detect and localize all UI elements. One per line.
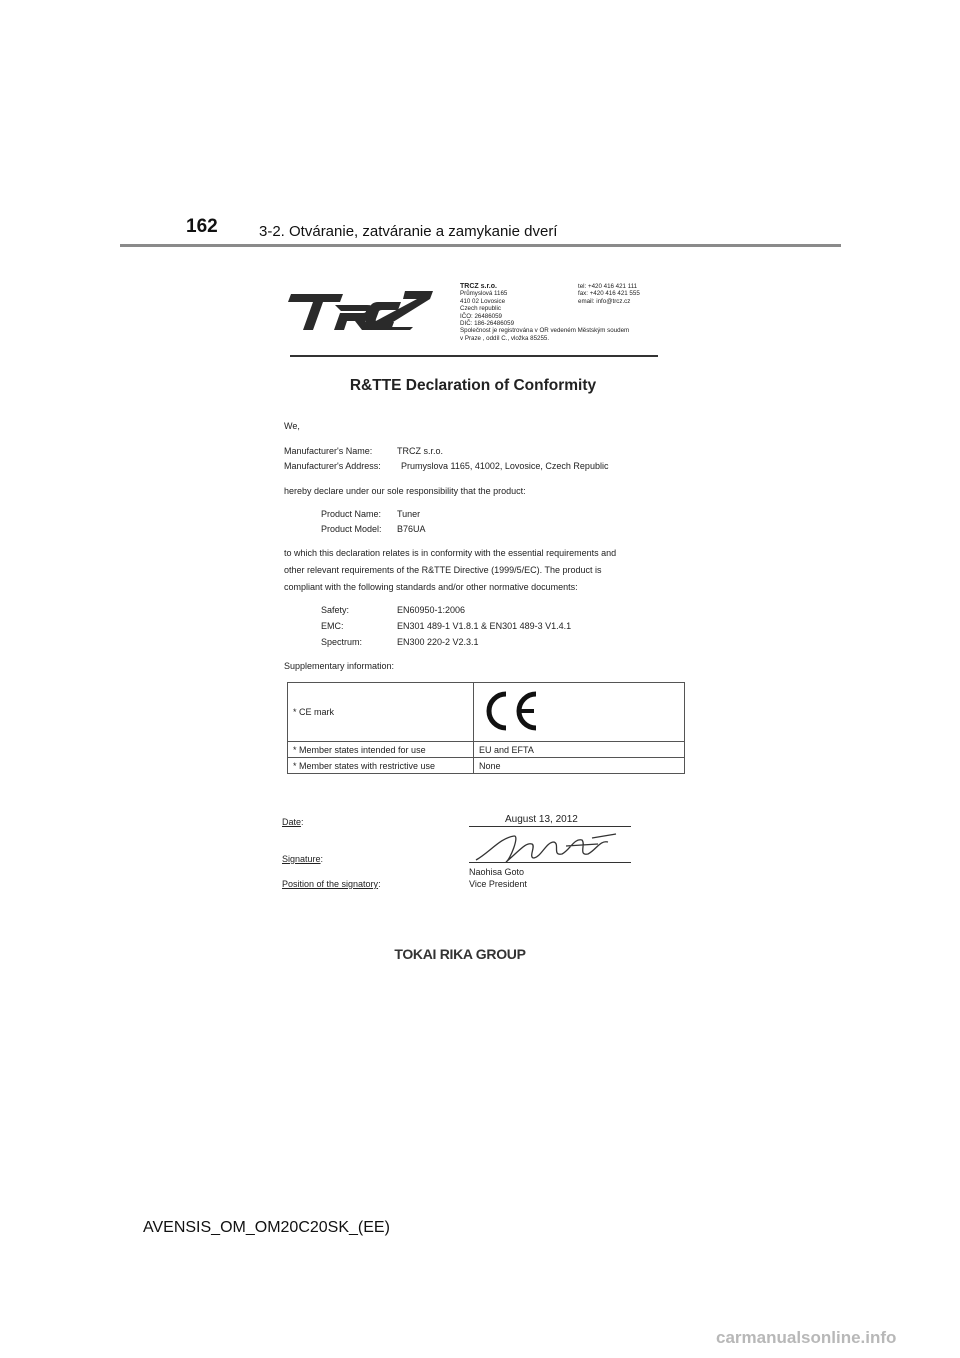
section-title: 3-2. Otváranie, zatváranie a zamykanie dverí [259,223,558,240]
date-label-wrap: Date: [282,817,304,827]
manufacturer-address-label: Manufacturer's Address: [284,461,381,471]
hereby-text: hereby declare under our sole responsibility that the product: [284,486,526,496]
tokai-rika-group-logo: TOKAI RIKA GROUP [394,946,526,962]
supplementary-table [287,682,685,774]
position-label: Position of the signatory [282,879,379,889]
product-name-value: Tuner [397,509,421,519]
ce-mark-cell [474,683,685,742]
company-line: Czech republic [460,305,501,313]
standard-label: Safety: [321,605,350,615]
standard-label: Spectrum: [321,637,363,647]
contact-line: fax: +420 416 421 555 [578,290,640,298]
standard-value: EN300 220-2 V2.3.1 [397,637,479,647]
table-cell-value: None [474,758,685,774]
manufacturer-name-label: Manufacturer's Name: [284,446,373,456]
signatory-position: Vice President [469,879,527,889]
product-name-label: Product Name: [321,509,382,519]
company-line: Společnost je registrována v OR vedeném Městským soudem [460,327,630,335]
company-line: IČO: 26486059 [460,312,502,320]
table-cell-label: * Member states intended for use [288,742,474,758]
ce-mark-icon [479,688,543,734]
signature-line [469,862,631,863]
we-text: We, [284,421,300,431]
company-line: TRCZ s.r.o. [460,283,497,290]
table-cell-value: EU and EFTA [474,742,685,758]
contact-line: email: info@trcz.cz [578,297,631,305]
company-line: DIČ: 186-26486059 [460,320,515,328]
table-row [288,742,685,758]
page-number: 162 [186,216,218,237]
standard-value: EN301 489-1 V1.8.1 & EN301 489-3 V1.4.1 [397,621,572,631]
conformity-line: to which this declaration relates is in conformity with the essential requirements and [284,548,617,558]
table-row [288,758,685,774]
company-line: 410 02 Lovosice [460,297,506,305]
manufacturer-name-value: TRCZ s.r.o. [397,446,444,456]
trcz-logo-icon [283,291,441,333]
contact-line: tel: +420 416 421 111 [578,283,638,290]
supplementary-label: Supplementary information: [284,661,395,671]
signature-label: Signature [282,854,321,864]
watermark: carmanualsonline.info [716,1328,897,1347]
signature-icon [470,830,630,866]
position-label-wrap: Position of the signatory: [282,879,381,889]
signature-label-wrap: Signature: [282,854,324,864]
document-title: R&TTE Declaration of Conformity [349,377,597,394]
standard-label: EMC: [321,621,344,631]
date-line [469,826,631,827]
company-line: Průmyslová 1165 [460,290,508,298]
table-row [288,683,685,742]
header-divider [120,244,841,247]
product-model-label: Product Model: [321,524,382,534]
standard-value: EN60950-1:2006 [397,605,466,615]
letterhead-divider [290,355,658,357]
conformity-line: other relevant requirements of the R&TTE Directive (1999/5/EC). The product is [284,565,602,575]
company-contact-block [578,283,640,305]
signatory-name: Naohisa Goto [469,867,525,877]
conformity-line: compliant with the following standards and/or other normative documents: [284,582,578,592]
document-code: AVENSIS_OM_OM20C20SK_(EE) [143,1219,390,1236]
table-cell-label: * Member states with restrictive use [288,758,474,774]
product-model-value: B76UA [397,524,426,534]
date-label: Date [282,817,302,827]
date-value: August 13, 2012 [505,814,578,825]
company-line: v Praze , oddíl C., vložka 85255. [460,334,550,342]
manufacturer-address-value: Prumyslova 1165, 41002, Lovosice, Czech Republic [401,461,609,471]
table-cell-label: * CE mark [288,683,474,742]
